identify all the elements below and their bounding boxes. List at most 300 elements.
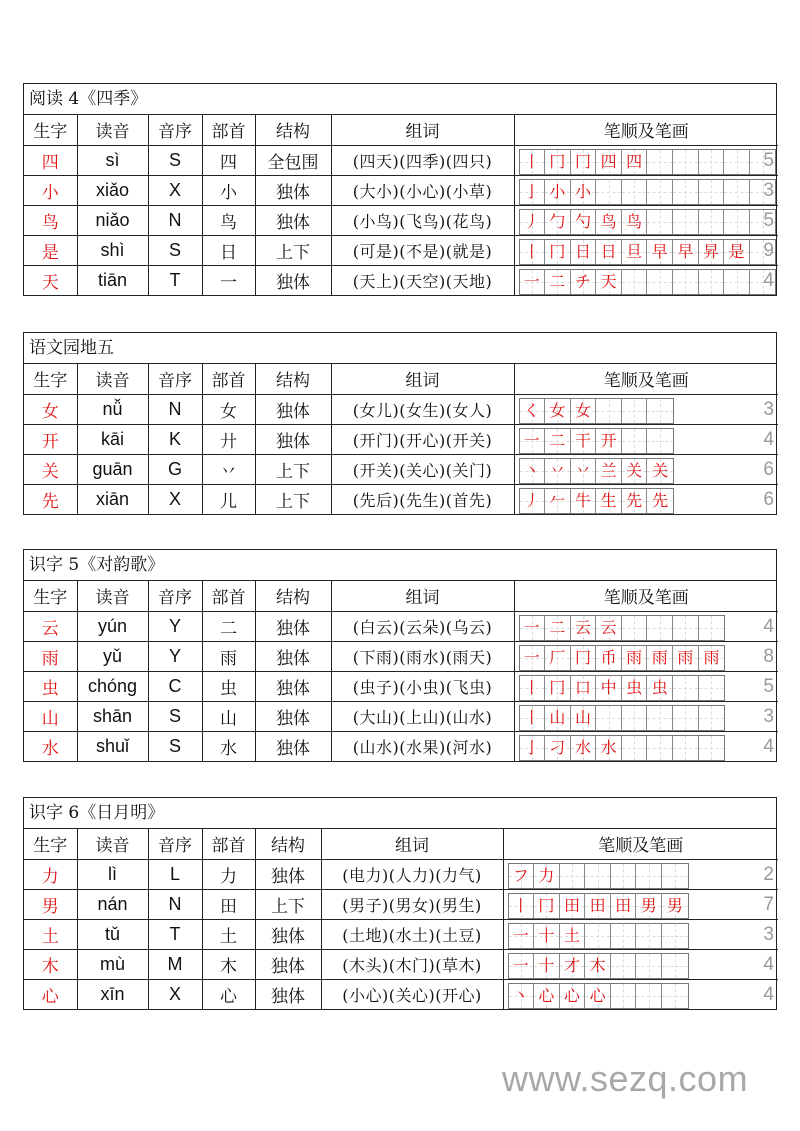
stroke-grid [519, 179, 777, 205]
stroke-step: 丶 [523, 460, 540, 480]
header-strokes: 笔顺及笔画 [514, 115, 778, 145]
header-strokes: 笔顺及笔画 [514, 581, 778, 611]
stroke-box [699, 240, 725, 264]
pinyin: guān [77, 454, 148, 484]
stroke-step: 干 [574, 430, 591, 450]
stroke-box [647, 240, 673, 264]
structure: 独体 [255, 979, 321, 1009]
stroke-step: 四 [600, 151, 617, 171]
stroke-box [622, 180, 648, 204]
stroke-step: 先 [652, 490, 669, 510]
stroke-step: 口 [574, 677, 591, 697]
table-row [24, 701, 778, 731]
stroke-box [571, 399, 597, 423]
stroke-box [520, 736, 546, 760]
stroke-box [622, 429, 648, 453]
stroke-order [514, 424, 778, 454]
stroke-step: 刁 [549, 737, 566, 757]
stroke-box [662, 894, 688, 918]
stroke-step: 水 [574, 737, 591, 757]
pinyin: xīn [77, 979, 148, 1009]
word-examples: (女儿)(女生)(女人) [331, 394, 514, 424]
stroke-count: 4 [763, 953, 774, 975]
stroke-count: 4 [763, 428, 774, 450]
stroke-box [560, 924, 586, 948]
stroke-box [673, 270, 699, 294]
stroke-box [596, 736, 622, 760]
initial-letter: X [148, 175, 202, 205]
stroke-step: 二 [549, 430, 566, 450]
stroke-step: 天 [600, 271, 617, 291]
structure: 上下 [255, 235, 331, 265]
table-row [24, 671, 778, 701]
stroke-step: 丨 [523, 151, 540, 171]
char-table [24, 364, 778, 514]
stroke-box [724, 180, 750, 204]
char-table [24, 829, 778, 1009]
stroke-count: 5 [763, 209, 774, 231]
initial-letter: S [148, 235, 202, 265]
radical: 力 [202, 859, 255, 889]
stroke-step: 虫 [651, 677, 668, 697]
stroke-box [545, 646, 571, 670]
section-yuwen-yuandi-5 [23, 332, 777, 515]
stroke-order [514, 175, 778, 205]
initial-letter: N [148, 394, 202, 424]
stroke-box [545, 150, 571, 174]
new-character: 是 [24, 235, 77, 265]
stroke-order [514, 701, 778, 731]
stroke-step: 土 [563, 925, 580, 945]
structure: 独体 [255, 859, 321, 889]
stroke-box [699, 706, 725, 730]
table-row [24, 265, 778, 295]
stroke-box [571, 429, 597, 453]
stroke-box [520, 459, 546, 483]
new-character: 天 [24, 265, 77, 295]
stroke-box [520, 270, 546, 294]
stroke-box [673, 150, 699, 174]
header-initial: 音序 [148, 581, 202, 611]
stroke-box [596, 489, 622, 513]
structure: 独体 [255, 671, 331, 701]
header-radical: 部首 [202, 829, 255, 859]
table-row [24, 889, 778, 919]
stroke-box [596, 180, 622, 204]
stroke-box [545, 240, 571, 264]
stroke-box [509, 924, 535, 948]
stroke-box [596, 429, 622, 453]
header-structure: 结构 [255, 115, 331, 145]
word-examples: (木头)(木门)(草木) [321, 949, 503, 979]
stroke-box [571, 210, 597, 234]
stroke-step: 四 [626, 151, 643, 171]
stroke-step: 二 [549, 617, 566, 637]
stroke-box [571, 706, 597, 730]
stroke-step: 亅 [523, 737, 540, 757]
stroke-box [699, 210, 725, 234]
stroke-box [545, 399, 571, 423]
stroke-box [724, 150, 750, 174]
stroke-grid [519, 458, 675, 484]
stroke-box [509, 894, 535, 918]
stroke-box [673, 616, 699, 640]
stroke-step: 厂 [549, 647, 566, 667]
section-title: 识字 5《对韵歌》 [24, 550, 776, 581]
stroke-box [647, 270, 673, 294]
initial-letter: S [148, 701, 202, 731]
table-row [24, 731, 778, 761]
stroke-step: 勹 [549, 211, 566, 231]
radical: 小 [202, 175, 255, 205]
structure: 全包围 [255, 145, 331, 175]
stroke-box [724, 240, 750, 264]
stroke-count: 2 [763, 863, 774, 885]
stroke-step: 田 [589, 895, 606, 915]
pinyin: lì [77, 859, 148, 889]
stroke-box [545, 429, 571, 453]
word-examples: (大山)(上山)(山水) [331, 701, 514, 731]
stroke-box [585, 894, 611, 918]
pinyin: niǎo [77, 205, 148, 235]
stroke-box [571, 240, 597, 264]
stroke-box [662, 864, 688, 888]
stroke-step: 田 [563, 895, 580, 915]
pinyin: xiǎo [77, 175, 148, 205]
stroke-box [571, 616, 597, 640]
stroke-box [585, 924, 611, 948]
stroke-box [636, 984, 662, 1008]
stroke-box [636, 894, 662, 918]
stroke-step: 雨 [651, 647, 668, 667]
word-examples: (土地)(水土)(土豆) [321, 919, 503, 949]
new-character: 关 [24, 454, 77, 484]
initial-letter: C [148, 671, 202, 701]
new-character: 土 [24, 919, 77, 949]
stroke-step: 丷 [549, 460, 566, 480]
stroke-box [611, 954, 637, 978]
stroke-box [724, 210, 750, 234]
stroke-step: 鸟 [626, 211, 643, 231]
stroke-box [636, 954, 662, 978]
initial-letter: N [148, 205, 202, 235]
table-row [24, 145, 778, 175]
stroke-step: 水 [600, 737, 617, 757]
radical: 心 [202, 979, 255, 1009]
header-structure: 结构 [255, 581, 331, 611]
header-row [24, 115, 778, 145]
new-character: 心 [24, 979, 77, 1009]
pinyin: yún [77, 611, 148, 641]
header-initial: 音序 [148, 364, 202, 394]
stroke-box [571, 180, 597, 204]
stroke-step: 云 [600, 617, 617, 637]
stroke-box [611, 894, 637, 918]
stroke-step: く [523, 400, 540, 420]
section-shizi-6 [23, 797, 777, 1010]
stroke-box [585, 984, 611, 1008]
stroke-grid [508, 923, 689, 949]
stroke-box [622, 150, 648, 174]
initial-letter: S [148, 145, 202, 175]
stroke-step: 十 [538, 925, 555, 945]
table-row [24, 611, 778, 641]
stroke-box [596, 210, 622, 234]
stroke-grid [508, 893, 689, 919]
stroke-box [673, 706, 699, 730]
structure: 独体 [255, 641, 331, 671]
stroke-box [611, 984, 637, 1008]
stroke-box [545, 270, 571, 294]
stroke-box [571, 646, 597, 670]
stroke-step: 云 [574, 617, 591, 637]
stroke-box [647, 646, 673, 670]
stroke-order [514, 454, 778, 484]
initial-letter: G [148, 454, 202, 484]
stroke-box [647, 706, 673, 730]
pinyin: shān [77, 701, 148, 731]
stroke-box [534, 924, 560, 948]
stroke-box [571, 270, 597, 294]
stroke-step: 雨 [703, 647, 720, 667]
stroke-step: 二 [549, 271, 566, 291]
stroke-step: 冂 [549, 241, 566, 261]
stroke-step: フ [512, 865, 529, 885]
stroke-grid [519, 705, 726, 731]
stroke-step: 小 [574, 181, 591, 201]
stroke-step: 亅 [523, 181, 540, 201]
header-radical: 部首 [202, 364, 255, 394]
section-title: 识字 6《日月明》 [24, 798, 776, 829]
stroke-step: 关 [626, 460, 643, 480]
stroke-grid [508, 983, 689, 1009]
stroke-grid [508, 953, 689, 979]
stroke-box [662, 924, 688, 948]
stroke-box [622, 240, 648, 264]
stroke-box [596, 399, 622, 423]
stroke-order [514, 145, 778, 175]
stroke-step: 山 [574, 707, 591, 727]
stroke-step: 男 [640, 895, 657, 915]
section-title: 阅读 4《四季》 [24, 84, 776, 115]
new-character: 鸟 [24, 205, 77, 235]
new-character: 力 [24, 859, 77, 889]
stroke-grid [519, 149, 777, 175]
stroke-count: 3 [763, 398, 774, 420]
header-row [24, 364, 778, 394]
header-initial: 音序 [148, 115, 202, 145]
stroke-step: 山 [549, 707, 566, 727]
initial-letter: Y [148, 611, 202, 641]
initial-letter: T [148, 919, 202, 949]
stroke-count: 3 [763, 923, 774, 945]
table-row [24, 394, 778, 424]
stroke-box [673, 676, 699, 700]
word-examples: (可是)(不是)(就是) [331, 235, 514, 265]
initial-letter: X [148, 979, 202, 1009]
structure: 独体 [255, 949, 321, 979]
radical: 虫 [202, 671, 255, 701]
stroke-box [585, 954, 611, 978]
new-character: 先 [24, 484, 77, 514]
stroke-box [673, 736, 699, 760]
table-row [24, 235, 778, 265]
stroke-step: 开 [600, 430, 617, 450]
pinyin: sì [77, 145, 148, 175]
stroke-step: 一 [512, 925, 529, 945]
stroke-box [545, 736, 571, 760]
word-examples: (四天)(四季)(四只) [331, 145, 514, 175]
word-examples: (天上)(天空)(天地) [331, 265, 514, 295]
radical: 雨 [202, 641, 255, 671]
stroke-grid [519, 675, 726, 701]
stroke-box [560, 984, 586, 1008]
stroke-step: 男 [666, 895, 683, 915]
stroke-step: 丶 [512, 985, 529, 1005]
new-character: 木 [24, 949, 77, 979]
stroke-box [545, 210, 571, 234]
stroke-box [699, 180, 725, 204]
stroke-box [662, 984, 688, 1008]
pinyin: shì [77, 235, 148, 265]
header-structure: 结构 [255, 829, 321, 859]
stroke-step: 小 [549, 181, 566, 201]
word-examples: (白云)(云朵)(乌云) [331, 611, 514, 641]
stroke-order [514, 394, 778, 424]
stroke-step: 鸟 [600, 211, 617, 231]
stroke-grid [519, 398, 675, 424]
table-row [24, 919, 778, 949]
stroke-step: 冂 [574, 647, 591, 667]
stroke-step: 丿 [523, 211, 540, 231]
stroke-box [585, 864, 611, 888]
initial-letter: X [148, 484, 202, 514]
stroke-count: 3 [763, 705, 774, 727]
table-row [24, 859, 778, 889]
stroke-box [509, 864, 535, 888]
stroke-box [636, 864, 662, 888]
stroke-order [503, 889, 778, 919]
word-examples: (小心)(关心)(开心) [321, 979, 503, 1009]
stroke-order [514, 205, 778, 235]
stroke-order [514, 265, 778, 295]
stroke-box [622, 210, 648, 234]
stroke-step: 勺 [574, 211, 591, 231]
table-row [24, 205, 778, 235]
header-words: 组词 [331, 364, 514, 394]
stroke-box [571, 736, 597, 760]
stroke-box [647, 676, 673, 700]
stroke-step: 早 [651, 241, 668, 261]
structure: 独体 [255, 394, 331, 424]
stroke-count: 4 [763, 983, 774, 1005]
stroke-count: 6 [763, 488, 774, 510]
new-character: 水 [24, 731, 77, 761]
initial-letter: Y [148, 641, 202, 671]
stroke-step: 心 [589, 985, 606, 1005]
table-row [24, 484, 778, 514]
stroke-step: 十 [538, 955, 555, 975]
stroke-box [520, 150, 546, 174]
structure: 独体 [255, 205, 331, 235]
stroke-box [622, 270, 648, 294]
stroke-step: 丨 [523, 677, 540, 697]
table-row [24, 454, 778, 484]
table-row [24, 979, 778, 1009]
radical: 二 [202, 611, 255, 641]
stroke-step: 是 [728, 241, 745, 261]
stroke-box [596, 616, 622, 640]
stroke-box [534, 894, 560, 918]
stroke-step: 女 [574, 400, 591, 420]
header-strokes: 笔顺及笔画 [514, 364, 778, 394]
word-examples: (开关)(关心)(关门) [331, 454, 514, 484]
word-examples: (大小)(小心)(小草) [331, 175, 514, 205]
header-words: 组词 [321, 829, 503, 859]
stroke-box [647, 459, 673, 483]
structure: 独体 [255, 731, 331, 761]
stroke-box [622, 459, 648, 483]
stroke-step: 冂 [538, 895, 555, 915]
initial-letter: N [148, 889, 202, 919]
stroke-step: 中 [600, 677, 617, 697]
stroke-step: 虫 [626, 677, 643, 697]
stroke-box [622, 489, 648, 513]
structure: 独体 [255, 701, 331, 731]
stroke-step: 丨 [523, 707, 540, 727]
pinyin: yǔ [77, 641, 148, 671]
stroke-box [520, 210, 546, 234]
header-pinyin: 读音 [77, 364, 148, 394]
stroke-box [571, 459, 597, 483]
stroke-count: 4 [763, 735, 774, 757]
stroke-box [545, 180, 571, 204]
table-row [24, 641, 778, 671]
stroke-step: 心 [538, 985, 555, 1005]
word-examples: (虫子)(小虫)(飞虫) [331, 671, 514, 701]
radical: 水 [202, 731, 255, 761]
stroke-step: 雨 [626, 647, 643, 667]
pinyin: mù [77, 949, 148, 979]
stroke-order [514, 641, 778, 671]
stroke-box [622, 399, 648, 423]
stroke-box [520, 399, 546, 423]
table-row [24, 424, 778, 454]
stroke-step: 先 [626, 490, 643, 510]
radical: 一 [202, 265, 255, 295]
header-char: 生字 [24, 829, 77, 859]
stroke-step: 币 [600, 647, 617, 667]
stroke-step: 一 [523, 430, 540, 450]
radical: 儿 [202, 484, 255, 514]
stroke-box [596, 459, 622, 483]
stroke-grid [519, 269, 777, 295]
stroke-box [560, 864, 586, 888]
stroke-box [611, 864, 637, 888]
stroke-box [520, 616, 546, 640]
radical: 土 [202, 919, 255, 949]
stroke-box [520, 676, 546, 700]
header-char: 生字 [24, 581, 77, 611]
initial-letter: L [148, 859, 202, 889]
stroke-box [596, 270, 622, 294]
stroke-step: 昇 [702, 241, 719, 261]
table-row [24, 949, 778, 979]
stroke-step: 生 [600, 490, 617, 510]
stroke-box [699, 270, 725, 294]
pinyin: tǔ [77, 919, 148, 949]
stroke-box [596, 676, 622, 700]
